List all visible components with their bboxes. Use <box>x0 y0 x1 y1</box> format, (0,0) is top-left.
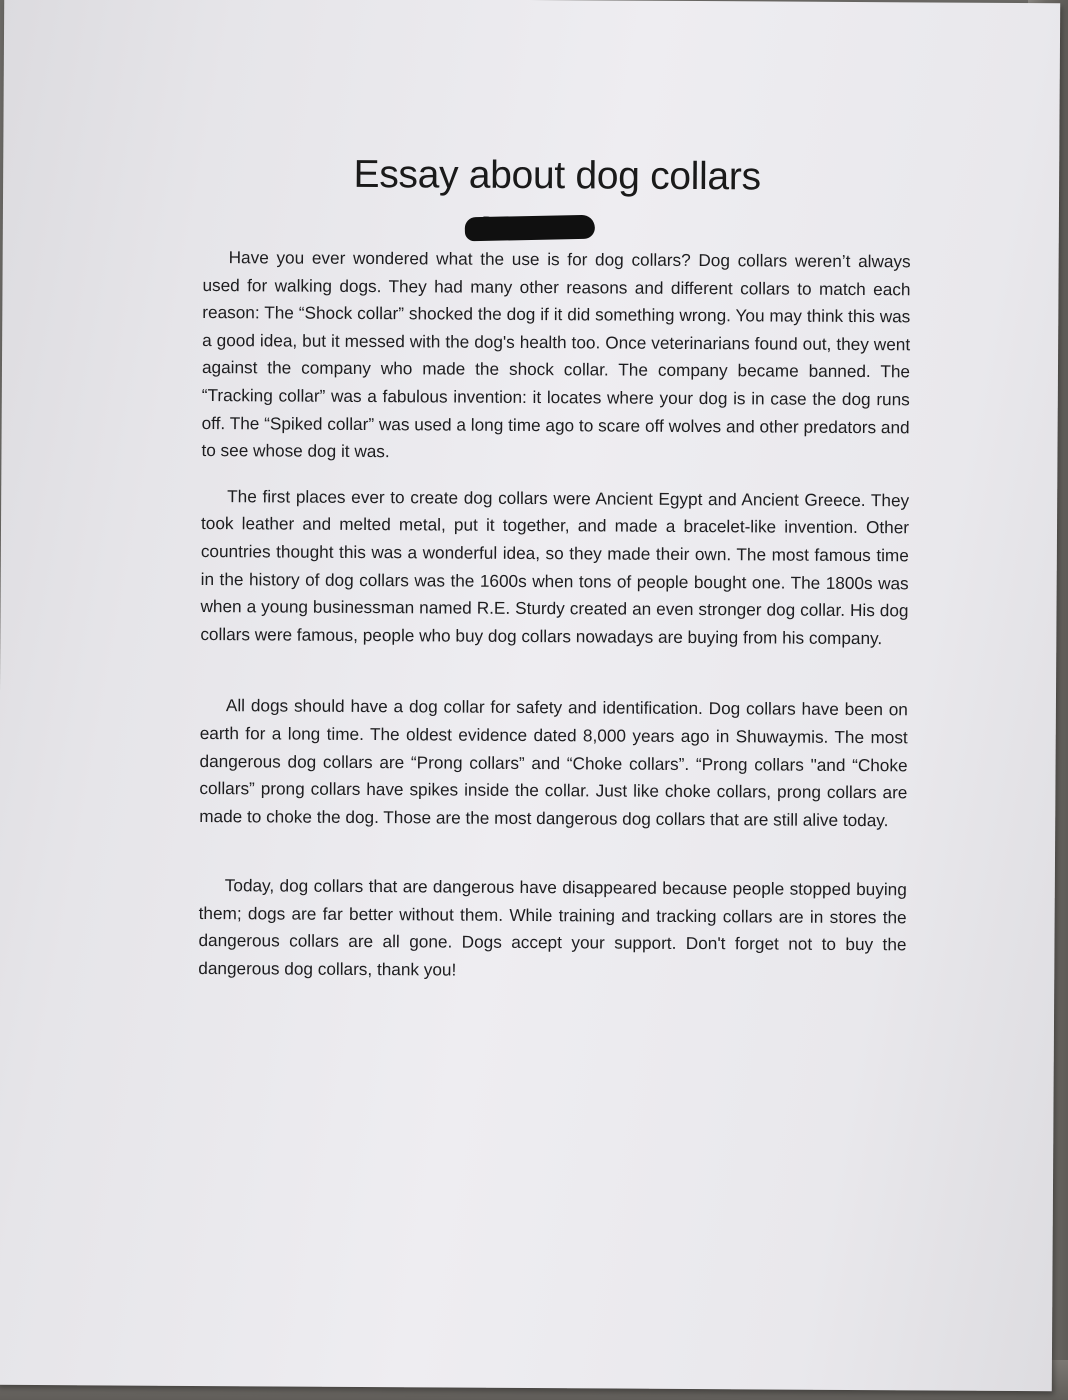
essay-title: Essay about dog collars <box>353 152 761 199</box>
paragraph-1: Have you ever wondered what the use is for dog collars? Dog collars weren’t always used for walking dogs. They had many other reasons and different collars to match each reason: The “Shock collar” shocked the dog if it did something wrong. You may think this was a good idea, but it messed with the dog's health too. Once veterinarians found out, they went against the company who made the shock collar. The company became banned. The “Tracking collar” was a fabulous invention: it locates where your dog is in case the dog runs off. The “Spiked collar” was used a long time ago to scare off wolves and other predators and to see whose dog it was. <box>201 247 911 462</box>
essay-content <box>198 148 911 987</box>
paragraph-2: The first places ever to create dog collars were Ancient Egypt and Ancient Greece. They took leather and melted metal, put it together, and made a bracelet-like invention. Other countries thought this was a wonderful idea, so they made their own. The most famous time in the history of dog collars was the 1600s when tons of people bought one. The 1800s was when a young businessman named R.E. Sturdy created an even stronger dog collar. His dog collars were famous, people who buy dog collars nowadays are buying from his company. <box>200 485 910 648</box>
byline <box>203 206 911 240</box>
paragraph-4: Today, dog collars that are dangerous have disappeared because people stopped buying them; dogs are far better without them. While training and tracking collars are in stores the dangerous collars are all gone. Dogs accept your support. Don't forget not to buy the dangerous dog collars, thank you! <box>198 875 907 980</box>
redacted-author-name <box>465 215 595 242</box>
paragraph-3: All dogs should have a dog collar for safety and identification. Dog collars have been on earth for a long time. The oldest evidence dated 8,000 years ago in Shuwaymis. The most dangerous dog collars are “Prong collars” and “Choke collars”. “Prong collars "and “Choke collars” prong collars have spikes inside the collar. Just like choke collars, prong collars are made to choke the dog. Those are the most dangerous dog collars that are still alive today. <box>199 695 908 830</box>
